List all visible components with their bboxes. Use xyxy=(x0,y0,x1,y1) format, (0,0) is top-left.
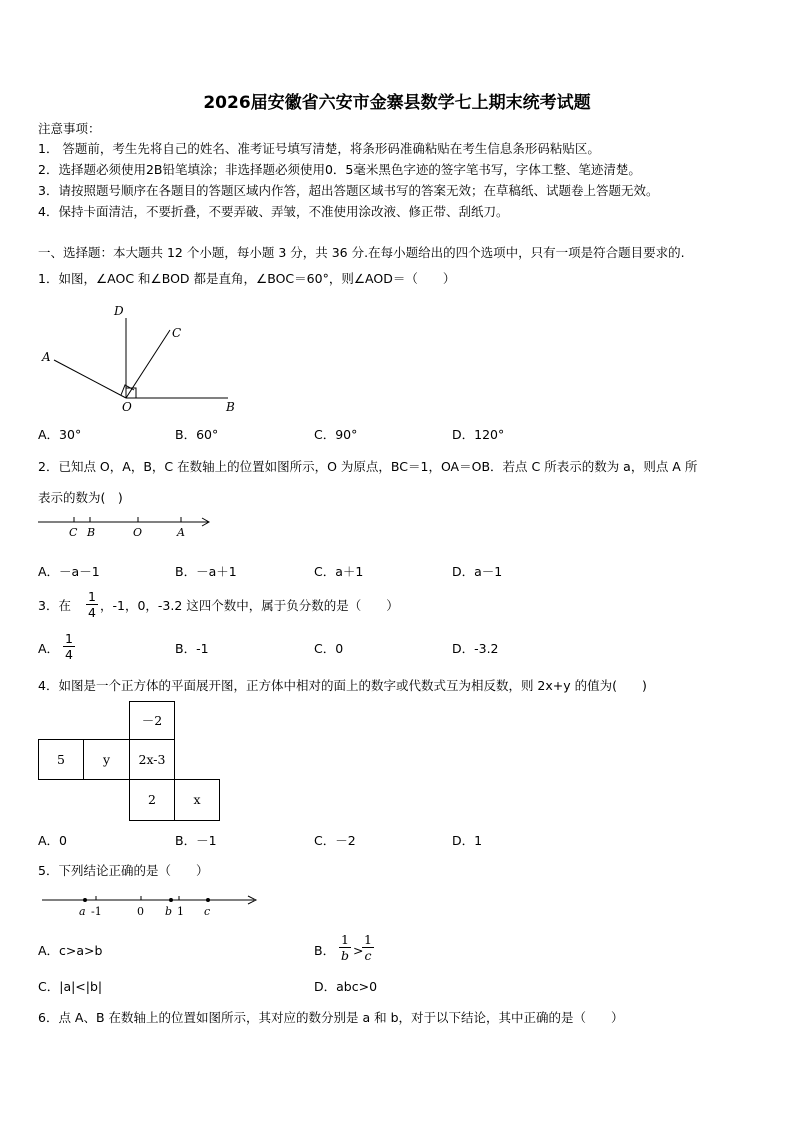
q5-option-b-frac1[interactable] xyxy=(339,932,351,963)
nl-label-c: c xyxy=(204,905,211,918)
q3-suffix: ，-1，0，-3.2 这四个数中，属于负分数的是（ ） xyxy=(100,598,399,613)
q3-option-a-label[interactable]: A． xyxy=(38,641,60,656)
label-o: O xyxy=(122,400,132,414)
q2-option-c[interactable]: C．a＋1 xyxy=(314,564,364,579)
notice-item-3: 3．请按照题号顺序在各题目的答题区域内作答，超出答题区域书写的答案无效；在草稿纸、试题卷上答题无效。 xyxy=(38,183,659,198)
nl-label-neg1: -1 xyxy=(91,905,102,918)
q2-text-line2: 表示的数为( ) xyxy=(38,490,123,505)
net-cell: 2x-3 xyxy=(129,739,175,780)
point-c xyxy=(206,898,210,902)
q3-fraction xyxy=(86,589,98,620)
label-a: A xyxy=(42,350,51,364)
nl-label-a: A xyxy=(177,526,185,539)
point-b xyxy=(169,898,173,902)
q5-option-d[interactable]: D．abc>0 xyxy=(314,979,378,994)
q1-text: 1．如图，∠AOC 和∠BOD 都是直角，∠BOC＝60°，则∠AOD＝（ ） xyxy=(38,271,456,286)
q1-option-d[interactable]: D．120° xyxy=(452,427,505,442)
notice-item-2: 2．选择题必须使用2B铅笔填涂；非选择题必须使用0．5毫米黑色字迹的签字笔书写，字体工整、笔迹清楚。 xyxy=(38,162,641,177)
q5-option-a[interactable]: A．c>a>b xyxy=(38,943,103,958)
nl-label-c: C xyxy=(69,526,78,539)
q1-option-a[interactable]: A．30° xyxy=(38,427,82,442)
notice-heading: 注意事项： xyxy=(38,121,101,136)
q5-option-c[interactable]: C．|a|<|b| xyxy=(38,979,103,994)
q5-option-b-gt: > xyxy=(353,943,364,958)
nl-label-1: 1 xyxy=(177,905,184,918)
nl-label-o: O xyxy=(133,526,143,539)
q3-option-d[interactable]: D．-3.2 xyxy=(452,641,499,656)
q1-option-c[interactable]: C．90° xyxy=(314,427,358,442)
q2-number-line xyxy=(36,512,216,542)
q4-option-b[interactable]: B．－1 xyxy=(175,833,217,848)
q4-option-c[interactable]: C．－2 xyxy=(314,833,356,848)
frac-den: c xyxy=(362,947,374,963)
right-angle-mark-2 xyxy=(121,385,134,395)
frac-num: 1 xyxy=(341,932,349,947)
q5-option-b-label[interactable]: B． xyxy=(314,943,336,958)
q4-option-d[interactable]: D．1 xyxy=(452,833,483,848)
q3-opt-frac-den: 4 xyxy=(63,646,75,662)
label-d: D xyxy=(114,304,124,318)
net-cell: y xyxy=(83,739,130,780)
q3-frac-num: 1 xyxy=(88,589,96,604)
label-b: B xyxy=(226,400,235,414)
q3-option-c[interactable]: C．0 xyxy=(314,641,344,656)
point-a xyxy=(83,898,87,902)
q1-option-b[interactable]: B．60° xyxy=(175,427,219,442)
q2-text-line1-display: 2．已知点 O，A，B，C 在数轴上的位置如图所示，O 为原点，BC＝1，OA＝OB．若点 C 所表示的数为 a，则点 A 所 xyxy=(38,459,698,474)
q5-number-line xyxy=(38,890,264,922)
net-cell: 2 xyxy=(129,779,175,821)
q3-prefix: 3．在 xyxy=(38,598,71,613)
page-title: 2026届安徽省六安市金寨县数学七上期末统考试题 xyxy=(203,93,591,113)
q6-text: 6．点 A、B 在数轴上的位置如图所示，其对应的数分别是 a 和 b，对于以下结论，其中正确的是（ ） xyxy=(38,1010,624,1025)
net-cell: －2 xyxy=(129,701,175,740)
q3-opt-frac-num: 1 xyxy=(65,631,73,646)
nl-label-a: a xyxy=(79,905,86,918)
notice-item-4: 4．保持卡面清洁，不要折叠，不要弄破、弄皱，不准使用涂改液、修正带、刮纸刀。 xyxy=(38,204,509,219)
label-c: C xyxy=(172,326,182,340)
nl-label-b: b xyxy=(165,905,173,918)
q2-option-d[interactable]: D．a－1 xyxy=(452,564,503,579)
q1-angle-figure xyxy=(30,298,250,418)
q5-option-b-frac2[interactable] xyxy=(362,932,374,963)
q5-text: 5．下列结论正确的是（ ） xyxy=(38,863,209,878)
notice-item-1: 1． 答题前，考生先将自己的姓名、准考证号填写清楚，将条形码准确粘贴在考生信息条形码粘贴区。 xyxy=(38,141,600,156)
section-heading: 一、选择题：本大题共 12 个小题，每小题 3 分，共 36 分.在每小题给出的四个选项中，只有一项是符合题目要求的. xyxy=(38,245,685,260)
frac-den: b xyxy=(340,948,349,963)
q2-option-a[interactable]: A．－a－1 xyxy=(38,564,100,579)
q4-option-a[interactable]: A．0 xyxy=(38,833,68,848)
q3-option-a-fraction[interactable] xyxy=(63,631,75,662)
net-cell: 5 xyxy=(38,739,84,780)
nl-label-b: B xyxy=(87,526,96,539)
q3-option-b[interactable]: B．-1 xyxy=(175,641,209,656)
frac-num: 1 xyxy=(364,932,372,947)
nl-label-0: 0 xyxy=(137,905,144,918)
q4-text: 4．如图是一个正方体的平面展开图，正方体中相对的面上的数字或代数式互为相反数，则 2x+y 的值为( ) xyxy=(38,678,647,693)
q2-option-b[interactable]: B．－a＋1 xyxy=(175,564,237,579)
ray-oa xyxy=(54,360,126,398)
net-cell: x xyxy=(174,779,220,821)
q3-frac-den: 4 xyxy=(86,604,98,620)
